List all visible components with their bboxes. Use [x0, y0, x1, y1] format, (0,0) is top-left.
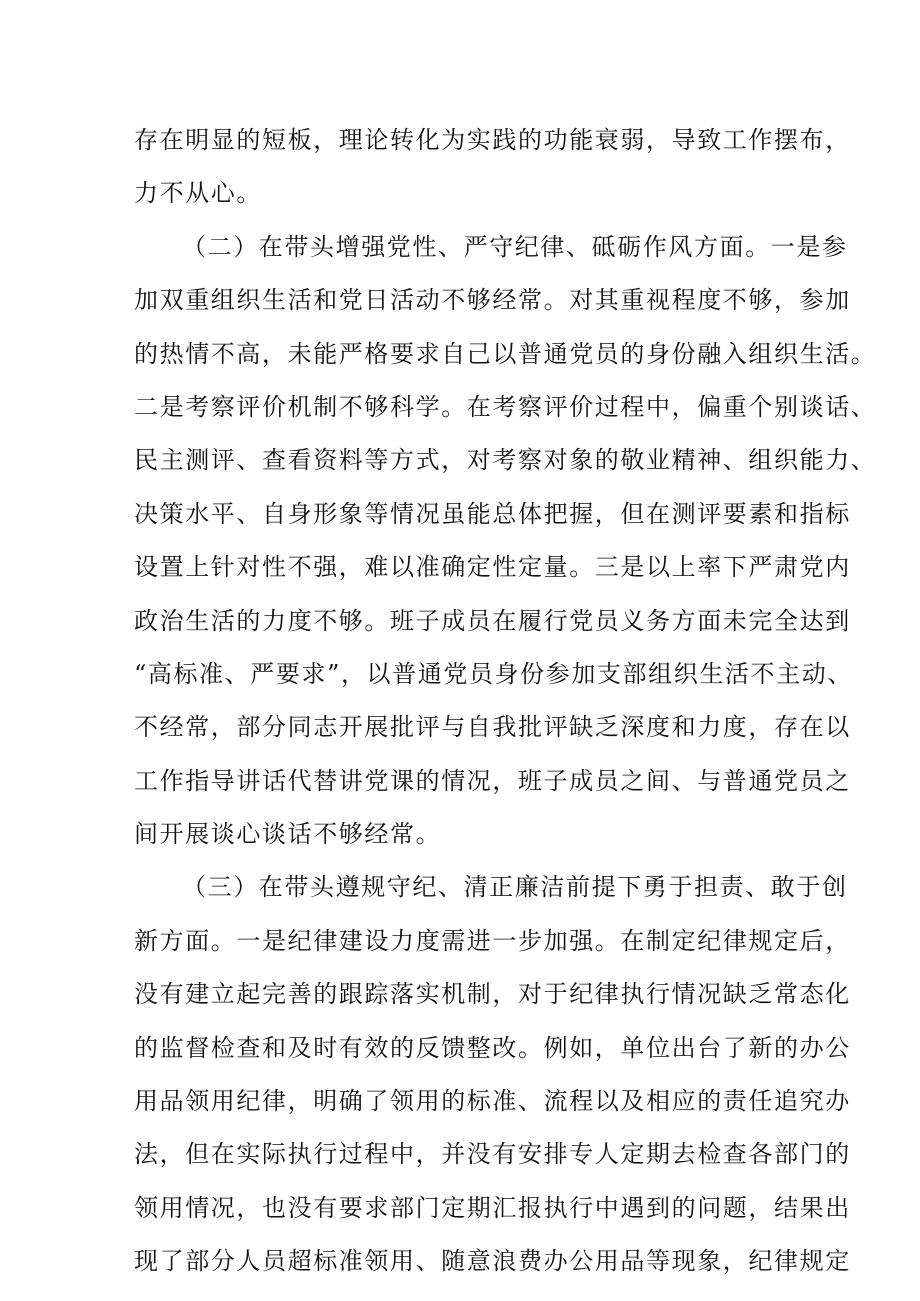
text-line: 间开展谈心谈话不够经常。 [134, 820, 442, 849]
text-line: 力不从心。 [134, 179, 262, 208]
text-line: 民主测评、查看资料等方式，对考察对象的敬业精神、组织能力、 [134, 446, 877, 475]
text-line: “高标准、严要求”，以普通党员身份参加支部组织生活不主动、 [134, 659, 853, 688]
text-line: 用品领用纪律，明确了领用的标准、流程以及相应的责任追究办 [134, 1087, 851, 1116]
text-line: 设置上针对性不强，难以准确定性定量。三是以上率下严肃党内 [134, 553, 851, 582]
text-line: 的热情不高，未能严格要求自己以普通党员的身份融入组织生活。 [134, 339, 877, 368]
text-line: 新方面。一是纪律建设力度需进一步加强。在制定纪律规定后， [134, 926, 851, 955]
text-line: （二）在带头增强党性、严守纪律、砥砺作风方面。一是参 [182, 232, 848, 261]
text-line: 没有建立起完善的跟踪落实机制，对于纪律执行情况缺乏常态化 [134, 980, 851, 1009]
text-line: 工作指导讲话代替讲党课的情况，班子成员之间、与普通党员之 [134, 766, 851, 795]
text-line: 的监督检查和及时有效的反馈整改。例如，单位出台了新的办公 [134, 1033, 851, 1062]
text-line: 决策水平、自身形象等情况虽能总体把握，但在测评要素和指标 [134, 499, 851, 528]
text-line: （三）在带头遵规守纪、清正廉洁前提下勇于担责、敢于创 [182, 873, 848, 902]
text-line: 二是考察评价机制不够科学。在考察评价过程中，偏重个别谈话、 [134, 392, 877, 421]
text-line: 现了部分人员超标准领用、随意浪费办公用品等现象，纪律规定 [134, 1247, 851, 1276]
text-line: 领用情况，也没有要求部门定期汇报执行中遇到的问题，结果出 [134, 1193, 851, 1222]
body-text [134, 114, 877, 1289]
text-line: 政治生活的力度不够。班子成员在履行党员义务方面未完全达到 [134, 606, 851, 635]
text-line: 加双重组织生活和党日活动不够经常。对其重视程度不够，参加 [134, 286, 851, 315]
text-line: 法，但在实际执行过程中，并没有安排专人定期去检查各部门的 [134, 1140, 851, 1169]
text-line: 存在明显的短板，理论转化为实践的功能衰弱，导致工作摆布， [134, 126, 851, 154]
text-line: 不经常，部分同志开展批评与自我批评缺乏深度和力度，存在以 [134, 713, 851, 742]
